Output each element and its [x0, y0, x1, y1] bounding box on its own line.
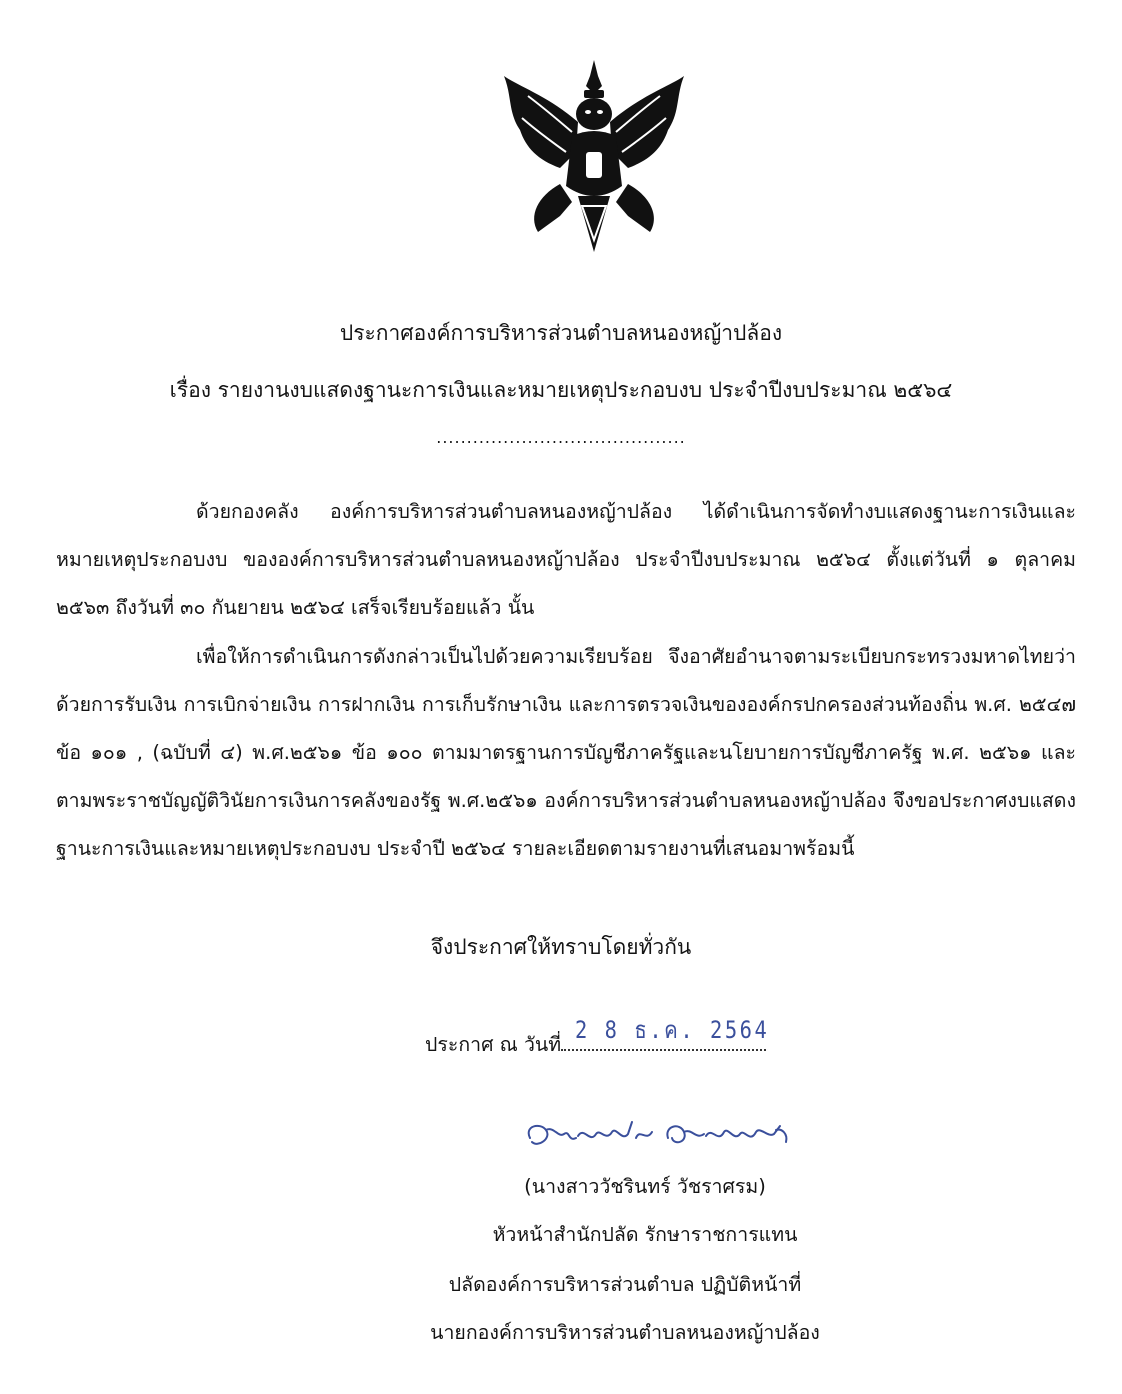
paragraph-2	[56, 633, 1076, 873]
signer-position-2: ปลัดองค์การบริหารส่วนตำบล ปฏิบัติหน้าที่	[448, 1273, 802, 1296]
date-label: ประกาศ ณ วันที่	[425, 1033, 562, 1056]
signer-position-3: นายกองค์การบริหารส่วนตำบลหนองหญ้าปล้อง	[430, 1321, 820, 1344]
handwritten-date: 2 8 ธ.ค. 2564	[575, 1016, 770, 1044]
date-field	[561, 1016, 770, 1051]
garuda-emblem-icon	[498, 56, 690, 256]
paragraph-1	[56, 488, 1076, 632]
paragraph-1-text: ด้วยกองคลัง องค์การบริหารส่วนตำบลหนองหญ้าปล้อง ได้ดำเนินการจัดทำงบแสดงฐานะการเงินและหมายเหตุประกอบงบ ขององค์การบริหารส่วนตำบลหนองหญ้าปล้อง ประจำปีงบประมาณ ๒๕๖๔ ตั้งแต่วันที่ ๑ ตุลาคม ๒๕๖๓ ถึงวันที่ ๓๐ กันยายน ๒๕๖๔ เสร็จเรียบร้อยแล้ว นั้น	[56, 500, 1076, 619]
signer-position-1: หัวหน้าสำนักปลัด รักษาราชการแทน	[492, 1223, 798, 1246]
document-subject: เรื่อง รายงานงบแสดงฐานะการเงินและหมายเหตุประกอบงบ ประจำปีงบประมาณ ๒๕๖๔	[169, 378, 953, 402]
handwritten-signature	[518, 1108, 798, 1158]
paragraph-2-text: เพื่อให้การดำเนินการดังกล่าวเป็นไปด้วยความเรียบร้อย จึงอาศัยอำนาจตามระเบียบกระทรวงมหาดไทยว่าด้วยการรับเงิน การเบิกจ่ายเงิน การฝากเงิน การเก็บรักษาเงิน และการตรวจเงินขององค์กรปกครองส่วนท้องถิ่น พ.ศ. ๒๕๔๗ ข้อ ๑๐๑ , (ฉบับที่ ๔) พ.ศ.๒๕๖๑ ข้อ ๑๐๐ ตามมาตรฐานการบัญชีภาครัฐและนโยบายการบัญชีภาครัฐ พ.ศ. ๒๕๖๑ และตามพระราชบัญญัติวินัยการเงินการคลังของรัฐ พ.ศ.๒๕๖๑ องค์การบริหารส่วนตำบลหนองหญ้าปล้อง จึงขอประกาศงบแสดงฐานะการเงินและหมายเหตุประกอบงบ ประจำปี ๒๕๖๔ รายละเอียดตามรายงานที่เสนอมาพร้อมนี้	[56, 645, 1076, 860]
separator-dots: .........................................	[436, 428, 686, 447]
announce-line: จึงประกาศให้ทราบโดยทั่วกัน	[430, 935, 692, 959]
date-line	[425, 1016, 770, 1062]
signer-name: (นางสาววัชรินทร์ วัชราศรม)	[524, 1175, 766, 1198]
document-title: ประกาศองค์การบริหารส่วนตำบลหนองหญ้าปล้อง	[339, 321, 783, 345]
